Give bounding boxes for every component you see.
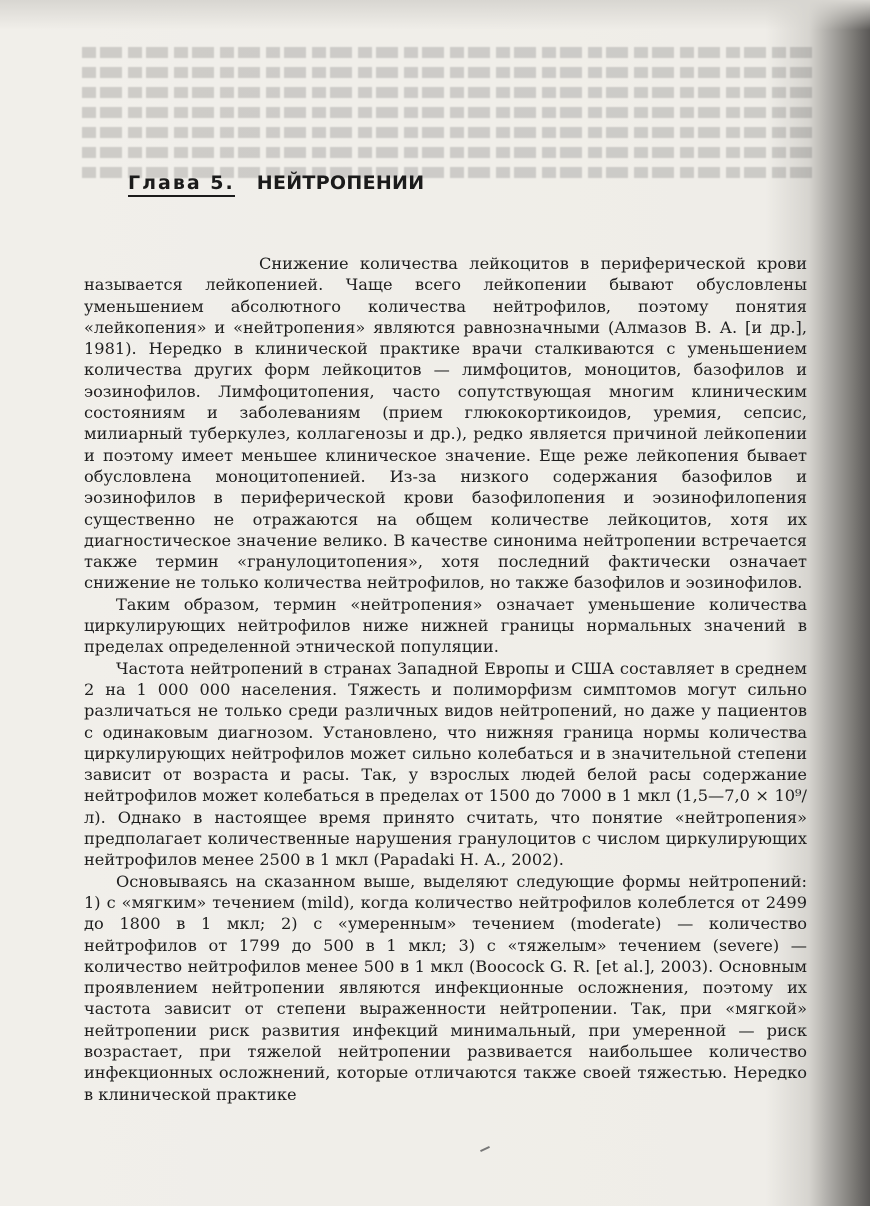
pen-mark — [480, 1146, 490, 1152]
paragraph: Снижение количества лейкоцитов в периферической крови называется лейкопенией. Чаще всего лейкопении бывают обусловлены уменьшением абсолютного количества нейтрофилов, поэтому понятия «лейкопения» и «нейтропения» являются равнозначными (Алмазов В. А. [и др.], 1981). Нередко в клинической практике врачи сталкиваются с уменьшением количества других форм лейкоцитов — лимфоцитов, моноцитов, базофилов и эозинофилов. Лимфоцитопения, часто сопутствующая многим клиническим состояниям и заболеваниям (прием глюкокортикоидов, уремия, сепсис, милиарный туберкулез, коллагенозы и др.), редко является причиной лейкопении и поэтому имеет меньшее клиническое значение. Еще реже лейкопения бывает обусловлена моноцитопенией. Из-за низкого содержания базофилов и эозинофилов в периферической крови базофилопения и эозинофилопения существенно не отражаются на общем количестве лейкоцитов, хотя их диагностическое значение велико. В качестве синонима нейтропении встречается также термин «гранулоцитопения», хотя последний фактически означает снижение не только количества нейтрофилов, но также базофилов и эозинофилов. — [84, 254, 807, 593]
paragraph: Таким образом, термин «нейтропения» означает уменьшение количества циркулирующих нейтрофилов ниже нижней границы нормальных значений в пределах определенной этнической популяции. — [84, 594, 807, 657]
chapter-title: НЕЙТРОПЕНИИ — [256, 172, 425, 194]
body-text — [84, 253, 807, 1105]
paragraph: Основываясь на сказанном выше, выделяют следующие формы нейтропений: 1) с «мягким» течением (mild), когда количество нейтрофилов колеблется от 2499 до 1800 в 1 мкл; 2) с «умеренным» течением (moderate) — количество нейтрофилов от 1799 до 500 в 1 мкл; 3) с «тяжелым» течением (severe) — количество нейтрофилов менее 500 в 1 мкл (Boocock G. R. [et al.], 2003). Основным проявлением нейтропении являются инфекционные осложнения, поэтому их частота зависит от степени выраженности нейтропении. Так, при «мягкой» нейтропении риск развития инфекций минимальный, при умеренной — риск возрастает, при тяжелой нейтропении развивается наибольшее количество инфекционных осложнений, которые отличаются также своей тяжестью. Нередко в клинической практике — [84, 871, 807, 1104]
page-shadow — [0, 0, 870, 30]
chapter-number: Глава 5. — [128, 172, 235, 197]
paragraph: Частота нейтропений в странах Западной Европы и США составляет в среднем 2 на 1 000 000 населения. Тяжесть и полиморфизм симптомов могут сильно различаться не только среди различных видов нейтропений, но даже у пациентов с одинаковым диагнозом. Установлено, что нижняя граница нормы количества циркулирующих нейтрофилов может сильно колебаться и в значительной степени зависит от возраста и расы. Так, у взрослых людей белой расы содержание нейтрофилов может колебаться в пределах от 1500 до 7000 в 1 мкл (1,5—7,0 × 10⁹/л). Однако в настоящее время принято считать, что понятие «нейтропения» предполагает количественные нарушения гранулоцитов с числом циркулирующих нейтрофилов менее 2500 в 1 мкл (Papadaki H. A., 2002). — [84, 658, 807, 870]
chapter-heading — [128, 172, 424, 194]
